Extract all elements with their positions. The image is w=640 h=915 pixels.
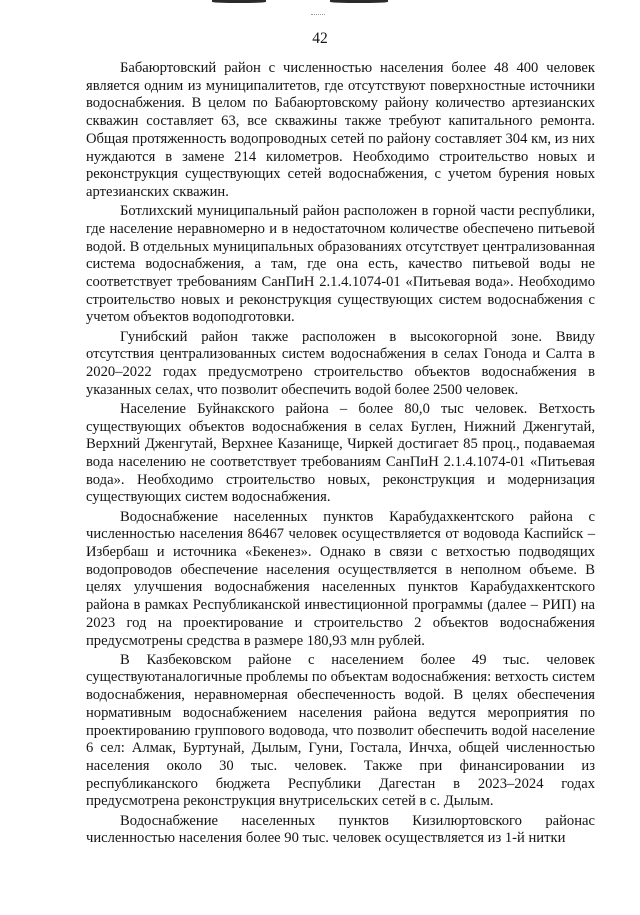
paragraph-botlikh: Ботлихский муниципальный район расположен в горной части республики, где население неравномерно и в недостаточном количестве обеспечено питьевой водой. В отдельных муниципальных образованиях отсутствует централизованная система водоснабжения, а там, где она есть, качество питьевой воды не соответствует требованиям СанПиН 2.1.4.1074-01 «Питьевая вода». Необходимо строительство новых и реконструкция существующих систем водоснабжения с учетом объектов водоподготовки.: [86, 203, 595, 326]
paragraph-kizilyurt: Водоснабжение населенных пунктов Кизилюртовского районас численностью населения более 90 тыс. человек осуществляется из 1-й нитки: [86, 812, 595, 847]
paragraph-kazbekov: В Казбековском районе с населением более 49 тыс. человек существуютаналогичные проблемы по объектам водоснабжения: ветхость систем водоснабжения, неравномерная обеспеченность водой. В целях обеспечения нормативным водоснабжением населения района ведутся мероприятия по проектированию группового водовода, что позволит обеспечить водой население 6 сел: Алмак, Буртунай, Дылым, Гуни, Гостала, Инчха, общей численностью населения около 30 тыс. человек. Также при финансировании из республиканского бюджета Республики Дагестан в 2023–2024 годах предусмотрена реконструкция внутрисельских сетей в с. Дылым.: [86, 651, 595, 810]
scan-artifact-dots: [311, 14, 325, 21]
scan-artifact-left: [212, 0, 266, 3]
document-body: [86, 60, 595, 849]
scan-artifact-right: [330, 0, 388, 3]
paragraph-babayurt: Бабаюртовский район с численностью населения более 48 400 человек является одним из муниципалитетов, где отсутствуют поверхностные источники водоснабжения. В целом по Бабаюртовскому району количество артезианских скважин составляет 63, все скважины также требуют капитального ремонта. Общая протяженность водопроводных сетей по району составляет 304 км, из них нуждаются в замене 214 километров. Необходимо строительство новых и реконструкция существующих сетей водоснабжения, с учетом бурения новых артезианских скважин.: [86, 60, 595, 200]
paragraph-karabudakhkent: Водоснабжение населенных пунктов Карабудахкентского района с численностью населения 86467 человек осуществляется от водовода Каспийск – Избербаш и источника «Бекенез». Однако в связи с ветхостью подводящих водопроводов обеспечение населения осуществляется в неполном объеме. В целях улучшения водоснабжения населенных пунктов Карабудахкентского района в рамках Республиканской инвестиционной программы (далее – РИП) на 2023 год на проектирование и строительство 2 объектов водоснабжения предусмотрены средства в размере 180,93 млн рублей.: [86, 508, 595, 649]
paragraph-gunib: Гунибский район также расположен в высокогорной зоне. Ввиду отсутствия централизованных систем водоснабжения в селах Гонода и Салта в 2020–2022 годах предусмотрено строительство объектов водоснабжения в указанных селах, что позволит обеспечить водой более 2500 человек.: [86, 328, 595, 398]
paragraph-buynaksk: Население Буйнакского района – более 80,0 тыс человек. Ветхость существующих объектов водоснабжения в селах Буглен, Нижний Дженгутай, Верхний Дженгутай, Верхнее Казанище, Чиркей достигает 85 проц., подаваемая вода населению не соответствует требованиям СанПиН 2.1.4.1074-01 «Питьевая вода». Необходимо строительство новых, реконструкция и модернизация существующих систем водоснабжения.: [86, 400, 595, 506]
page-number: 42: [312, 30, 328, 47]
